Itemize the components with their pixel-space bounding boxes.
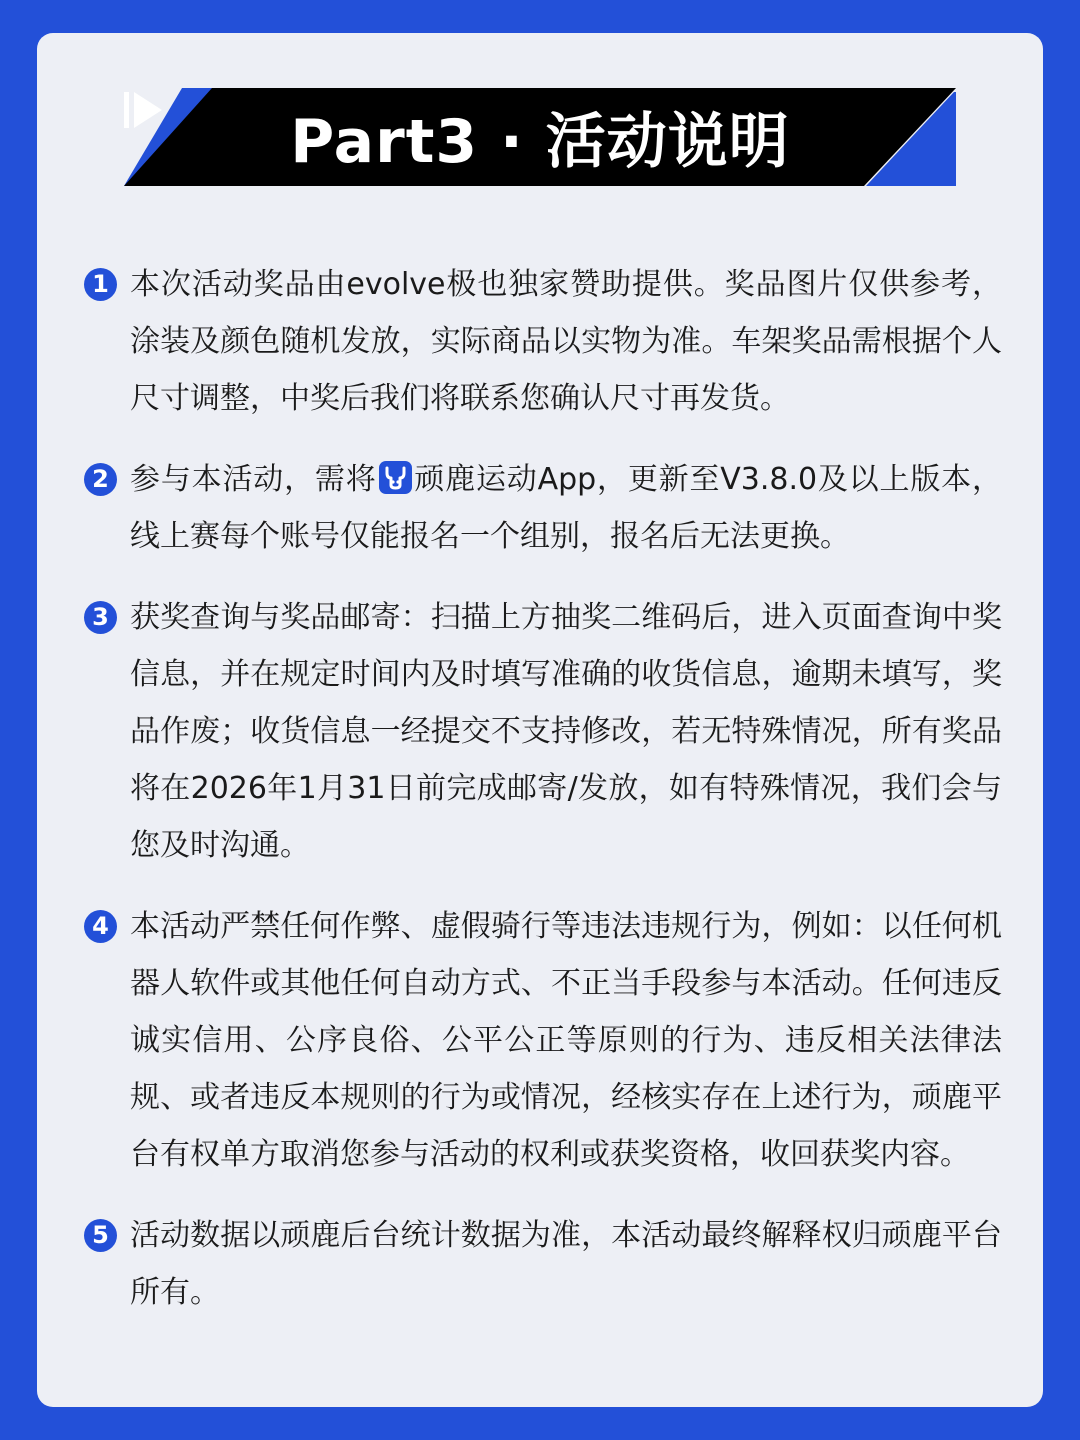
deer-logo-icon bbox=[379, 461, 412, 494]
number-badge: 5 bbox=[84, 1219, 117, 1252]
number-badge: 3 bbox=[84, 601, 117, 634]
item-text-before-logo: 参与本活动，需将 bbox=[130, 462, 377, 497]
item-text: 获奖查询与奖品邮寄：扫描上方抽奖二维码后，进入页面查询中奖信息，并在规定时间内及时填写准确的收货信息，逾期未填写，奖品作废；收货信息一经提交不支持修改，若无特殊情况，所有奖品将在2026年1月31日前完成邮寄/发放，如有特殊情况，我们会与您及时沟通。 bbox=[130, 600, 1002, 863]
item-text bbox=[130, 451, 1002, 565]
title-banner bbox=[124, 88, 956, 186]
list-item bbox=[82, 451, 1002, 565]
page-title: Part3 · 活动说明 bbox=[290, 107, 790, 177]
item-text-after-logo: 顽鹿运动App，更新至V3.8.0及以上版本，线上赛每个账号仅能报名一个组别，报名后无法更换。 bbox=[130, 462, 1002, 554]
item-text: 本活动严禁任何作弊、虚假骑行等违法违规行为，例如：以任何机器人软件或其他任何自动方式、不正当手段参与本活动。任何违反诚实信用、公序良俗、公平公正等原则的行为、违反相关法律法规、或者违反本规则的行为或情况，经核实存在上述行为，顽鹿平台有权单方取消您参与活动的权利或获奖资格，收回获奖内容。 bbox=[130, 909, 1002, 1172]
list-item bbox=[82, 1207, 1002, 1321]
list-item bbox=[82, 256, 1002, 427]
list-item bbox=[82, 898, 1002, 1183]
number-badge: 1 bbox=[84, 268, 117, 301]
rules-list bbox=[82, 256, 1002, 1345]
number-badge: 4 bbox=[84, 910, 117, 943]
number-badge: 2 bbox=[84, 463, 117, 496]
play-triangle-icon bbox=[124, 88, 164, 132]
title-content bbox=[124, 88, 956, 186]
item-text: 本次活动奖品由evolve极也独家赞助提供。奖品图片仅供参考，涂装及颜色随机发放，实际商品以实物为准。车架奖品需根据个人尺寸调整，中奖后我们将联系您确认尺寸再发货。 bbox=[130, 267, 1002, 416]
item-text: 活动数据以顽鹿后台统计数据为准，本活动最终解释权归顽鹿平台所有。 bbox=[130, 1218, 1002, 1310]
list-item bbox=[82, 589, 1002, 874]
